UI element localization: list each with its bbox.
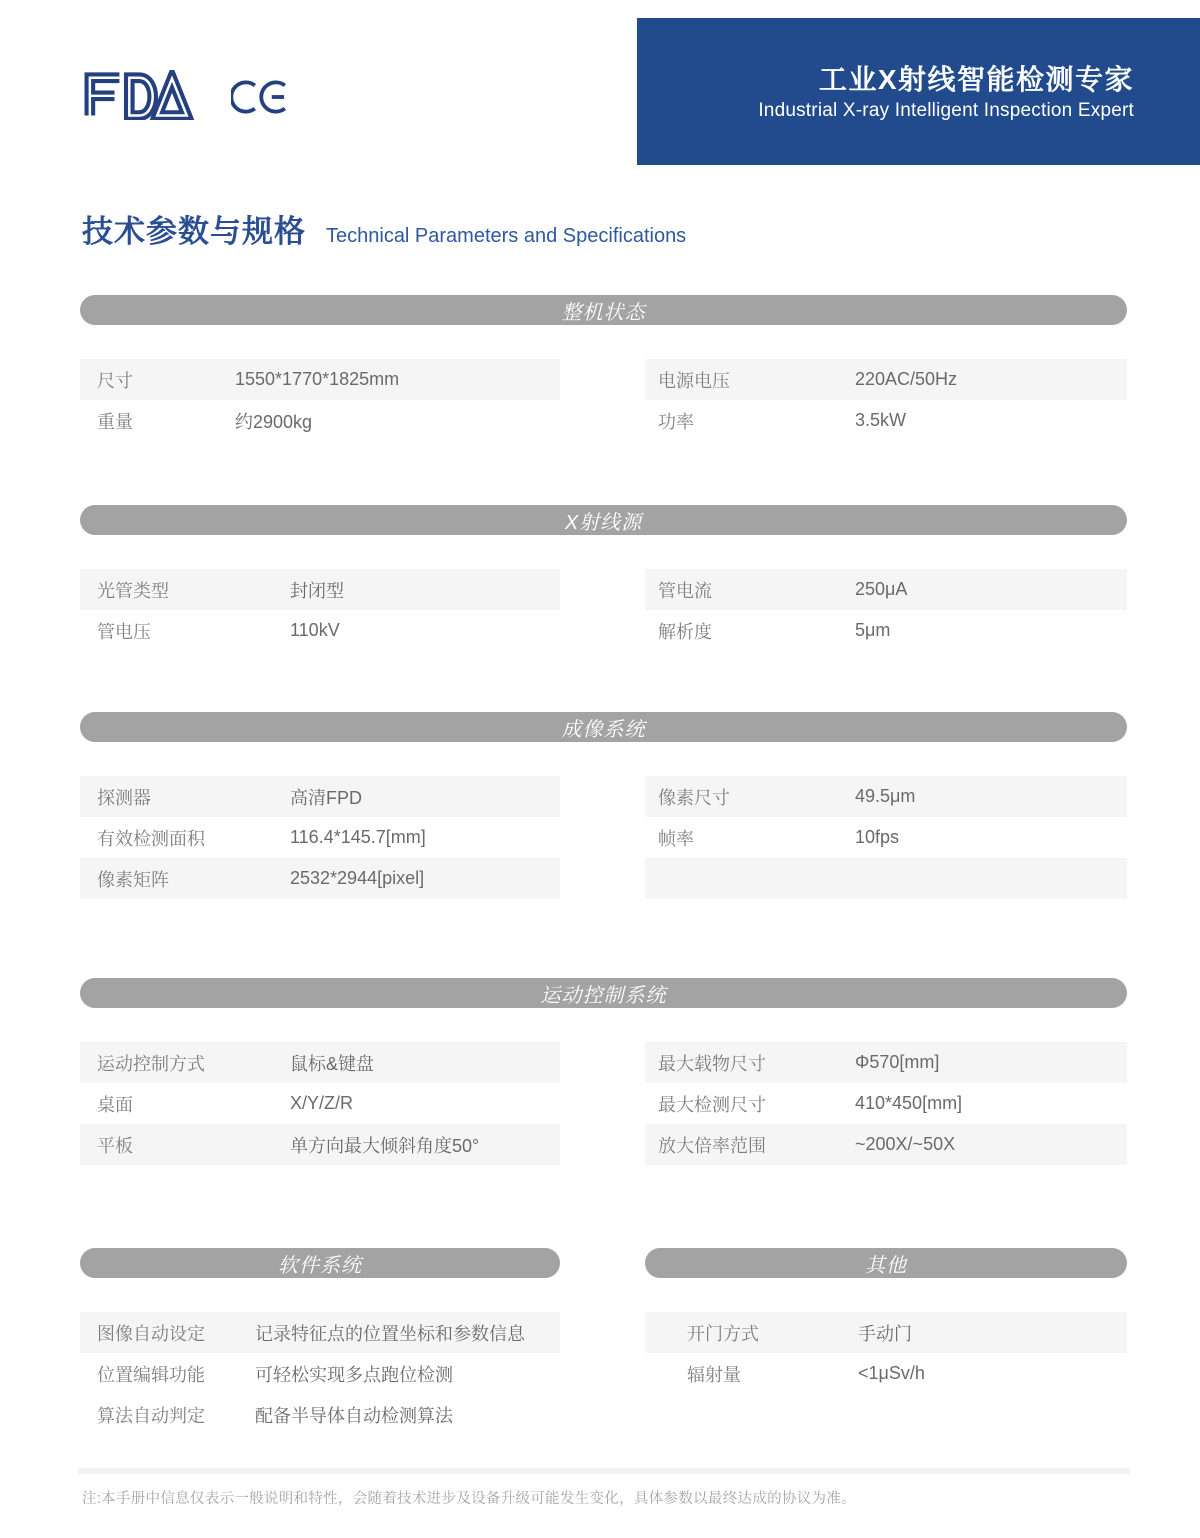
spec-value: ~200X/~50X (855, 1134, 956, 1154)
spec-row (80, 1083, 560, 1124)
spec-value: 5μm (855, 620, 891, 640)
spec-row (645, 1124, 1127, 1165)
spec-label: 功率 (658, 411, 694, 432)
spec-label: 解析度 (658, 621, 712, 642)
page-title-zh: 技术参数与规格 (82, 214, 306, 249)
section-header-pill: 整机状态 (80, 295, 1127, 325)
spec-label: 像素矩阵 (97, 869, 169, 890)
spec-value: 3.5kW (855, 410, 907, 430)
spec-value: <1μSv/h (858, 1363, 925, 1383)
spec-value: 2532*2944[pixel] (290, 868, 425, 888)
spec-label: 桌面 (97, 1094, 133, 1115)
spec-label: 放大倍率范围 (658, 1135, 766, 1156)
spec-label: 管电压 (97, 621, 151, 642)
spec-label: 位置编辑功能 (97, 1364, 205, 1385)
spec-row (80, 1353, 560, 1394)
spec-row (80, 400, 560, 441)
section-s3 (80, 712, 1127, 899)
spec-row (80, 776, 560, 817)
section-s5 (80, 1248, 560, 1435)
spec-row (80, 1394, 560, 1435)
spec-value: 49.5μm (855, 786, 916, 806)
spec-label: 算法自动判定 (97, 1405, 205, 1426)
spec-label: 帧率 (658, 828, 694, 849)
section-header-pill: 软件系统 (80, 1248, 560, 1278)
spec-row (80, 1124, 560, 1165)
spec-table (80, 1312, 560, 1435)
spec-table (645, 1312, 1127, 1394)
spec-row (645, 569, 1127, 610)
spec-label: 电源电压 (658, 370, 730, 391)
spec-table (645, 359, 1127, 441)
spec-value: 高清FPD (290, 787, 362, 808)
spec-row (80, 569, 560, 610)
spec-label: 光管类型 (97, 580, 169, 601)
footer-divider (78, 1468, 1130, 1474)
spec-row (80, 1312, 560, 1353)
spec-label: 像素尺寸 (658, 787, 730, 808)
spec-value: 封闭型 (290, 580, 344, 601)
spec-label: 运动控制方式 (97, 1053, 205, 1074)
section-header-pill: 成像系统 (80, 712, 1127, 742)
spec-row (80, 858, 560, 899)
spec-value: 110kV (290, 620, 340, 640)
section-s1 (80, 295, 1127, 441)
spec-label: 有效检测面积 (97, 828, 205, 849)
spec-row (80, 1042, 560, 1083)
spec-label: 尺寸 (97, 370, 133, 391)
section-s6 (645, 1248, 1127, 1394)
spec-row (645, 1083, 1127, 1124)
spec-value: 410*450[mm] (855, 1093, 963, 1113)
spec-label: 探测器 (97, 787, 151, 808)
section-s2 (80, 505, 1127, 651)
spec-row (80, 610, 560, 651)
section-s4 (80, 978, 1127, 1165)
spec-value: 1550*1770*1825mm (235, 369, 400, 389)
spec-label: 最大检测尺寸 (658, 1094, 766, 1115)
spec-table (80, 569, 560, 651)
spec-value: 220AC/50Hz (855, 369, 958, 389)
spec-label: 开门方式 (687, 1323, 759, 1344)
section-header-pill: X射线源 (80, 505, 1127, 535)
spec-row (645, 1353, 1127, 1394)
spec-row (80, 359, 560, 400)
spec-value: 约2900kg (235, 411, 313, 432)
section-header-pill: 运动控制系统 (80, 978, 1127, 1008)
spec-value: 10fps (855, 827, 900, 847)
spec-value: 可轻松实现多点跑位检测 (255, 1364, 453, 1385)
banner-title-en: Industrial X-ray Intelligent Inspection Expert (758, 99, 1134, 121)
page-title-en: Technical Parameters and Specifications (326, 225, 687, 247)
spec-row (645, 858, 1127, 899)
spec-value: X/Y/Z/R (290, 1093, 354, 1113)
spec-label: 最大载物尺寸 (658, 1053, 766, 1074)
spec-table (645, 569, 1127, 651)
section-header-pill: 其他 (645, 1248, 1127, 1278)
spec-value: 记录特征点的位置坐标和参数信息 (255, 1323, 525, 1344)
spec-label: 平板 (97, 1135, 133, 1156)
spec-row (645, 1312, 1127, 1353)
spec-label: 辐射量 (687, 1364, 741, 1385)
spec-label: 图像自动设定 (97, 1323, 205, 1344)
spec-table (80, 359, 560, 441)
spec-table (80, 776, 560, 899)
spec-label: 管电流 (658, 580, 712, 601)
spec-row (645, 359, 1127, 400)
spec-label: 重量 (97, 411, 133, 432)
spec-row (80, 817, 560, 858)
spec-value: 单方向最大倾斜角度50° (290, 1135, 480, 1156)
spec-value: Φ570[mm] (855, 1052, 940, 1072)
spec-value: 鼠标&键盘 (290, 1053, 375, 1074)
spec-table (645, 776, 1127, 899)
spec-row (645, 610, 1127, 651)
spec-row (645, 1042, 1127, 1083)
spec-row (645, 776, 1127, 817)
spec-row (645, 400, 1127, 441)
banner-title-zh: 工业X射线智能检测专家 (818, 63, 1134, 95)
spec-value: 116.4*145.7[mm] (290, 827, 426, 847)
spec-table (645, 1042, 1127, 1165)
spec-value: 手动门 (858, 1323, 912, 1344)
spec-row (645, 817, 1127, 858)
spec-table (80, 1042, 560, 1165)
footer-note: 注:本手册中信息仅表示一般说明和特性，会随着技术进步及设备升级可能发生变化，具体参数以最终达成的协议为准。 (82, 1491, 856, 1507)
spec-value: 250μA (855, 579, 908, 599)
spec-value: 配备半导体自动检测算法 (255, 1405, 453, 1426)
